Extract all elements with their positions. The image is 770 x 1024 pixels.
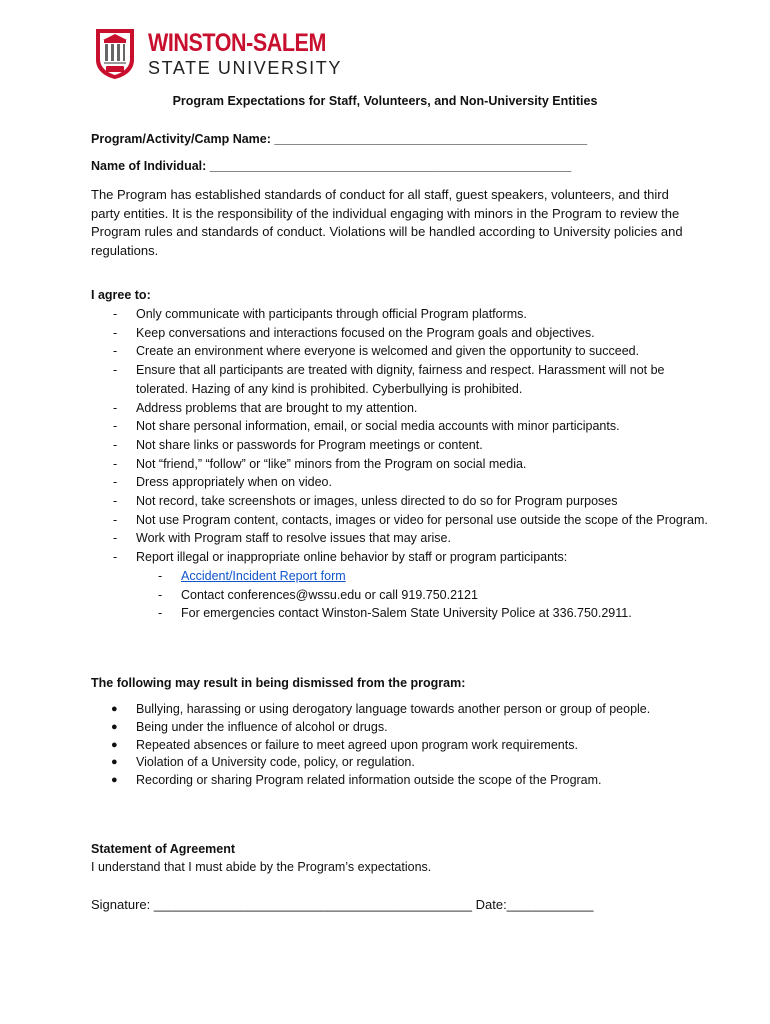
list-item: - Create an environment where everyone is welcomed and given the opportunity to succeed. — [91, 342, 676, 361]
list-item: - Address problems that are brought to my attention. — [91, 399, 711, 418]
list-item: ● Being under the influence of alcohol or drugs. — [91, 719, 711, 737]
university-logo — [92, 26, 342, 86]
logo-wordmark — [148, 30, 355, 78]
dash-marker: - — [113, 400, 118, 415]
dash-marker: - — [113, 456, 118, 471]
document-title: Program Expectations for Staff, Volunteers, and Non-University Entities — [172, 94, 598, 108]
dash-marker: - — [113, 307, 118, 321]
individual-name-blank[interactable]: ____________________________________________________ — [209, 159, 572, 173]
list-item: - Not share personal information, email, or social media accounts with minor participants. — [91, 417, 711, 436]
program-name-label: Program/Activity/Camp Name: — [91, 132, 271, 146]
list-item: - Work with Program staff to resolve issues that may arise. — [91, 529, 711, 548]
bullet-icon: ● — [111, 774, 118, 787]
incident-report-link[interactable]: Accident/Incident Report form — [181, 568, 346, 583]
dash-marker: - — [113, 475, 118, 490]
list-item: - Dress appropriately when on video. — [91, 473, 711, 492]
signature-blank[interactable]: ____________________________________________ — [153, 897, 473, 912]
dismissal-list — [91, 701, 711, 790]
intro-text: The Program has established standards of conduct for all staff, guest speakers, volunteers, and third party entities. It is the responsibility of the individual engaging with minors in the Program to review the Program rules and standards of conduct. Violations will be handled according to University policies and regulations. — [91, 187, 683, 258]
bullet-icon: ● — [111, 738, 118, 751]
dash-marker: - — [113, 419, 118, 434]
list-item: - Not “friend,” “follow” or “like” minors from the Program on social media. — [91, 455, 711, 474]
dash-marker: - — [113, 531, 118, 546]
dash-marker: - — [113, 550, 118, 565]
dash-marker: - — [158, 568, 163, 583]
bullet-icon: ● — [111, 756, 118, 769]
list-item: ● Repeated absences or failure to meet agreed upon program work requirements. — [91, 737, 711, 755]
dash-marker: - — [113, 325, 118, 340]
dash-marker: - — [158, 587, 163, 602]
list-item: ● Bullying, harassing or using derogatory language towards another person or group of people. — [91, 701, 681, 719]
list-item: - Not share links or passwords for Program meetings or content. — [91, 436, 711, 455]
statement-heading: Statement of Agreement — [91, 842, 236, 856]
list-item: - Report illegal or inappropriate online behavior by staff or program participants: — [91, 548, 711, 567]
list-item: - Keep conversations and interactions focused on the Program goals and objectives. — [91, 324, 711, 343]
bullet-icon: ● — [111, 703, 118, 715]
dash-marker: - — [113, 344, 118, 359]
logo-name-top: WINSTON-SALEM — [148, 29, 326, 57]
program-name-field[interactable] — [91, 132, 587, 146]
list-item: - Not record, take screenshots or images, unless directed to do so for Program purposes — [91, 492, 711, 511]
list-item: ● Violation of a University code, policy, or regulation. — [91, 754, 711, 772]
individual-name-label: Name of Individual: — [91, 159, 207, 173]
list-item: ● Recording or sharing Program related information outside the scope of the Program. — [91, 772, 711, 790]
signature-label: Signature: — [91, 897, 151, 912]
dash-marker: - — [113, 494, 118, 509]
date-label: Date: — [475, 897, 507, 912]
sub-list-item — [91, 567, 711, 586]
individual-name-field[interactable] — [91, 159, 571, 173]
intro-paragraph — [91, 186, 701, 260]
agree-heading: I agree to: — [91, 288, 151, 302]
logo-name-bottom: STATE UNIVERSITY — [148, 58, 342, 78]
list-item: - Only communicate with participants through official Program platforms. — [91, 305, 711, 324]
statement-text: I understand that I must abide by the Program’s expectations. — [91, 860, 432, 874]
bullet-icon: ● — [111, 720, 118, 733]
list-item: - Not use Program content, contacts, images or video for personal use outside the scope of the Program. — [91, 511, 711, 530]
program-name-blank[interactable]: _____________________________________________ — [274, 132, 588, 146]
dash-marker: - — [158, 606, 163, 621]
dash-marker: - — [113, 512, 118, 527]
agree-list — [91, 305, 711, 623]
dash-marker: - — [113, 437, 118, 452]
university-seal-icon — [92, 26, 138, 80]
signature-line — [91, 897, 593, 912]
sub-list-item: - For emergencies contact Winston-Salem State University Police at 336.750.2911. — [91, 604, 711, 623]
list-item: - Ensure that all participants are treated with dignity, fairness and respect. Harassment will not be tolerated. Hazing of any kind is prohibited. Cyberbullying is prohibited. — [113, 363, 665, 396]
dash-marker: - — [113, 363, 118, 378]
sub-list-item: - Contact conferences@wssu.edu or call 919.750.2121 — [91, 586, 711, 605]
dismissal-heading: The following may result in being dismissed from the program: — [91, 676, 466, 690]
date-blank[interactable]: ____________ — [506, 897, 594, 912]
